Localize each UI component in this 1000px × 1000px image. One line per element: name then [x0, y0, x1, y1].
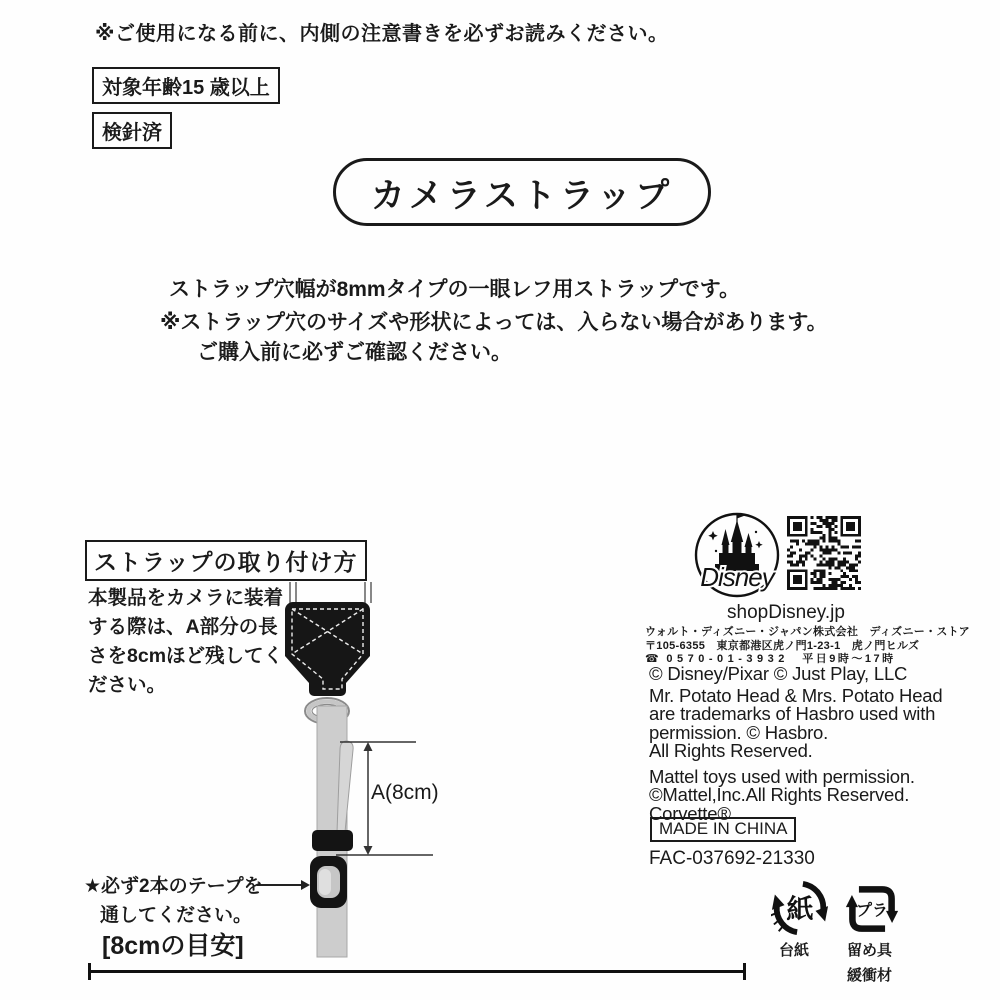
- plastic-recycle-caption-1: 留め具: [847, 942, 893, 959]
- website-text: shopDisney.jp: [727, 602, 845, 623]
- phone-hours: 平日9時～17時: [802, 653, 896, 665]
- disney-wordmark: Disney: [700, 562, 774, 592]
- legal-line: are trademarks of Hasbro used with: [649, 703, 936, 724]
- paper-recycle-caption: 台紙: [779, 942, 810, 959]
- scale-ruler-left-tick: [88, 963, 91, 980]
- strap-keeper: [312, 830, 353, 851]
- strap-diagram: [230, 578, 480, 973]
- dimension-arrow-up: [364, 742, 373, 751]
- scale-ruler-line: [88, 970, 746, 973]
- scale-ruler-right-tick: [743, 963, 746, 980]
- usage-note: ※ご使用になる前に、内側の注意書きを必ずお読みください。: [95, 23, 669, 45]
- legal-line: permission. © Hasbro.: [649, 721, 829, 743]
- dimension-arrow-down: [364, 846, 373, 855]
- fac-code: FAC-037692-21330: [649, 848, 815, 869]
- company-name: ウォルト・ディズニー・ジャパン株式会社 ディズニー・ストア: [645, 626, 970, 638]
- phone-icon: ☎: [645, 653, 660, 665]
- tape-note-arrow: [257, 880, 310, 890]
- description-line-1: ストラップ穴幅が8mmタイプの一眼レフ用ストラップです。: [169, 278, 741, 301]
- legal-line: Corvette®: [649, 802, 731, 824]
- inspection-badge: 検針済: [92, 112, 172, 149]
- tape-note-line-1: ★必ず2本のテープを: [84, 876, 263, 897]
- company-info: [645, 626, 970, 667]
- legal-line: All Rights Reserved.: [649, 740, 813, 761]
- description-line-3: ご購入前に必ずご確認ください。: [197, 341, 512, 364]
- tape-note-line-2: 通してください。: [100, 905, 253, 926]
- strap-top-tails: [290, 582, 371, 603]
- plastic-recycle-caption-2: 緩衝材: [847, 967, 893, 984]
- guide-body: 本製品をカメラに装着する際は、A部分の長さを8cmほど残してください。: [88, 587, 284, 696]
- legal-line: ©Mattel,Inc.All Rights Reserved.: [649, 784, 910, 805]
- scale-caption: [8cmの目安]: [102, 932, 244, 960]
- paper-recycle-icon: [771, 879, 829, 937]
- strap-buckle: [310, 856, 347, 908]
- plastic-recycle-icon: [844, 881, 900, 937]
- paper-recycle-kanji: 紙: [786, 894, 814, 925]
- phone-number: 0570-01-3932: [666, 653, 789, 665]
- legal-line: © Disney/Pixar © Just Play, LLC: [649, 663, 908, 684]
- qr-code: [787, 516, 861, 590]
- company-address: 〒105-6355 東京都港区虎ノ門1-23-1 虎ノ門ヒルズ: [645, 639, 920, 652]
- strap-loose-end: [337, 741, 353, 832]
- legal-block: [649, 665, 942, 823]
- strap-pad: [285, 602, 370, 696]
- disney-castle-logo: [692, 508, 782, 600]
- plastic-recycle-kana: プラ: [856, 902, 888, 920]
- legal-line: Mr. Potato Head & Mrs. Potato Head: [649, 684, 943, 706]
- legal-line: Mattel toys used with permission.: [649, 765, 915, 787]
- age-badge: 対象年齢15 歳以上: [92, 67, 280, 104]
- dimension-label: A(8cm): [371, 781, 439, 804]
- guide-heading: ストラップの取り付け方: [85, 540, 367, 581]
- product-title: カメラストラップ: [333, 158, 711, 226]
- made-in-badge: MADE IN CHINA: [650, 817, 796, 842]
- description-line-2: ※ストラップ穴のサイズや形状によっては、入らない場合があります。: [160, 311, 828, 334]
